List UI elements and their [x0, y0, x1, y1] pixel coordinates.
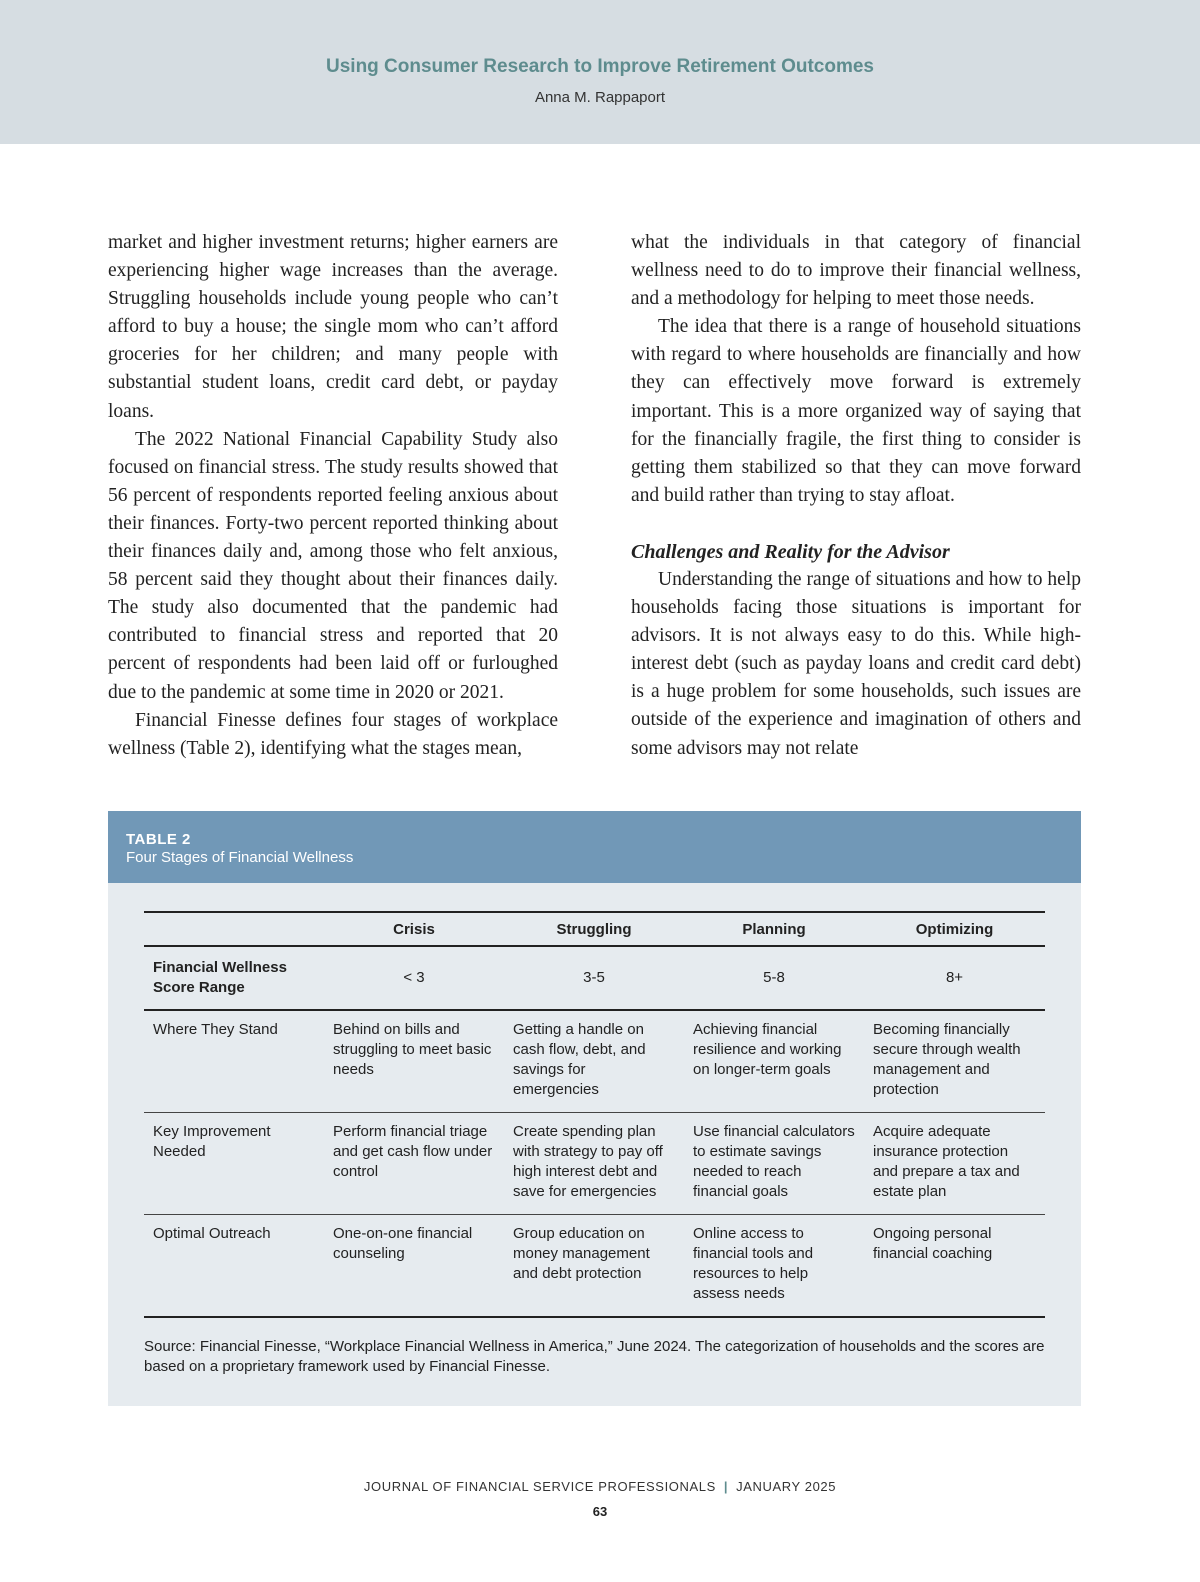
table-cell: Ongoing personal financial coaching: [864, 1215, 1045, 1318]
body-paragraph: The idea that there is a range of household situations with regard to where households are financially and how they can effectively move forward is extremely important. This is a more organized way of saying that for the financially fragile, the first thing to consider is getting them stabilized so that they can move forward and build rather than trying to stay afloat.: [631, 316, 1081, 506]
table-cell: Achieving financial resilience and working on longer-term goals: [684, 1010, 864, 1113]
body-paragraph: market and higher investment returns; higher earners are experiencing higher wage increases than the average. Struggling households include young people who can’t afford to buy a house; the single mom who can’t afford groceries for her children; and many people with substantial student loans, credit card debt, or payday loans.: [108, 232, 558, 422]
table-cell: Create spending plan with strategy to pay off high interest debt and save for emergencies: [504, 1113, 684, 1215]
column-header-planning: Planning: [684, 912, 864, 946]
table-row: [144, 1215, 1045, 1318]
table-cell: Acquire adequate insurance protection and prepare a tax and estate plan: [864, 1113, 1045, 1215]
body-paragraph: The 2022 National Financial Capability Study also focused on financial stress. The study results showed that 56 percent of respondents reported feeling anxious about their finances. Forty-two percent reported thinking about their finances daily and, among those who felt anxious, 58 percent said they thought about their finances daily. The study also documented that the pandemic had contributed to financial stress and reported that 20 percent of respondents had been laid off or furloughed due to the pandemic at some time in 2020 or 2021.: [108, 428, 558, 703]
table-row: [144, 1010, 1045, 1113]
column-header-crisis: Crisis: [324, 912, 504, 946]
row-header: Optimal Outreach: [144, 1215, 324, 1318]
page-number: 63: [592, 1504, 608, 1519]
table-row-score-range: [144, 946, 1045, 1010]
article-title: Using Consumer Research to Improve Retirement Outcomes: [326, 56, 874, 77]
table-cell: One-on-one financial counseling: [324, 1215, 504, 1318]
table-cell: 3-5: [504, 946, 684, 1010]
table-label: TABLE 2: [126, 831, 191, 848]
body-paragraph: Financial Finesse defines four stages of workplace wellness (Table 2), identifying what the stages mean,: [108, 709, 558, 759]
section-heading: Challenges and Reality for the Advisor: [631, 540, 950, 563]
column-header: [144, 912, 324, 946]
table-cell: 8+: [864, 946, 1045, 1010]
running-header: [0, 0, 1200, 144]
table-cell: Becoming financially secure through wealth management and protection: [864, 1010, 1045, 1113]
table-cell: < 3: [324, 946, 504, 1010]
column-header-struggling: Struggling: [504, 912, 684, 946]
table-header-bar: [108, 811, 1081, 883]
table-header-row: [144, 912, 1045, 946]
table-2-box: [108, 811, 1081, 1406]
right-column: [631, 229, 1081, 763]
table-source-note: Source: Financial Finesse, “Workplace Financial Wellness in America,” June 2024. The categorization of households and the scores are based on a proprietary framework used by Financial Finesse.: [144, 1338, 1045, 1375]
journal-name: JOURNAL OF FINANCIAL SERVICE PROFESSIONALS: [363, 1479, 716, 1494]
table-cell: Online access to financial tools and resources to help assess needs: [684, 1215, 864, 1318]
wellness-stages-table: [144, 911, 1045, 1318]
table-cell: 5-8: [684, 946, 864, 1010]
table-caption: Four Stages of Financial Wellness: [126, 849, 354, 866]
table-cell: Getting a handle on cash flow, debt, and savings for emergencies: [504, 1010, 684, 1113]
table-cell: Group education on money management and debt protection: [504, 1215, 684, 1318]
left-column: [108, 229, 558, 763]
page-footer: [0, 1479, 1200, 1494]
body-paragraph: Understanding the range of situations and how to help households facing those situations is important for advisors. It is not always easy to do this. While high-interest debt (such as payday loans and credit card debt) is a huge problem for some households, such issues are outside of the experience and imagination of others and some advisors may not relate: [631, 568, 1081, 759]
row-header: Key Improvement Needed: [144, 1113, 324, 1215]
table-cell: Use financial calculators to estimate savings needed to reach financial goals: [684, 1113, 864, 1215]
table-row: [144, 1113, 1045, 1215]
footer-separator: |: [723, 1479, 729, 1494]
row-header: Where They Stand: [144, 1010, 324, 1113]
issue-date: JANUARY 2025: [736, 1479, 837, 1494]
table-cell: Perform financial triage and get cash flow under control: [324, 1113, 504, 1215]
body-paragraph: what the individuals in that category of financial wellness need to do to improve their financial wellness, and a methodology for helping to meet those needs.: [631, 232, 1081, 310]
article-author: Anna M. Rappaport: [534, 89, 666, 106]
column-header-optimizing: Optimizing: [864, 912, 1045, 946]
table-cell: Behind on bills and struggling to meet basic needs: [324, 1010, 504, 1113]
row-header: Financial Wellness Score Range: [144, 946, 324, 1010]
